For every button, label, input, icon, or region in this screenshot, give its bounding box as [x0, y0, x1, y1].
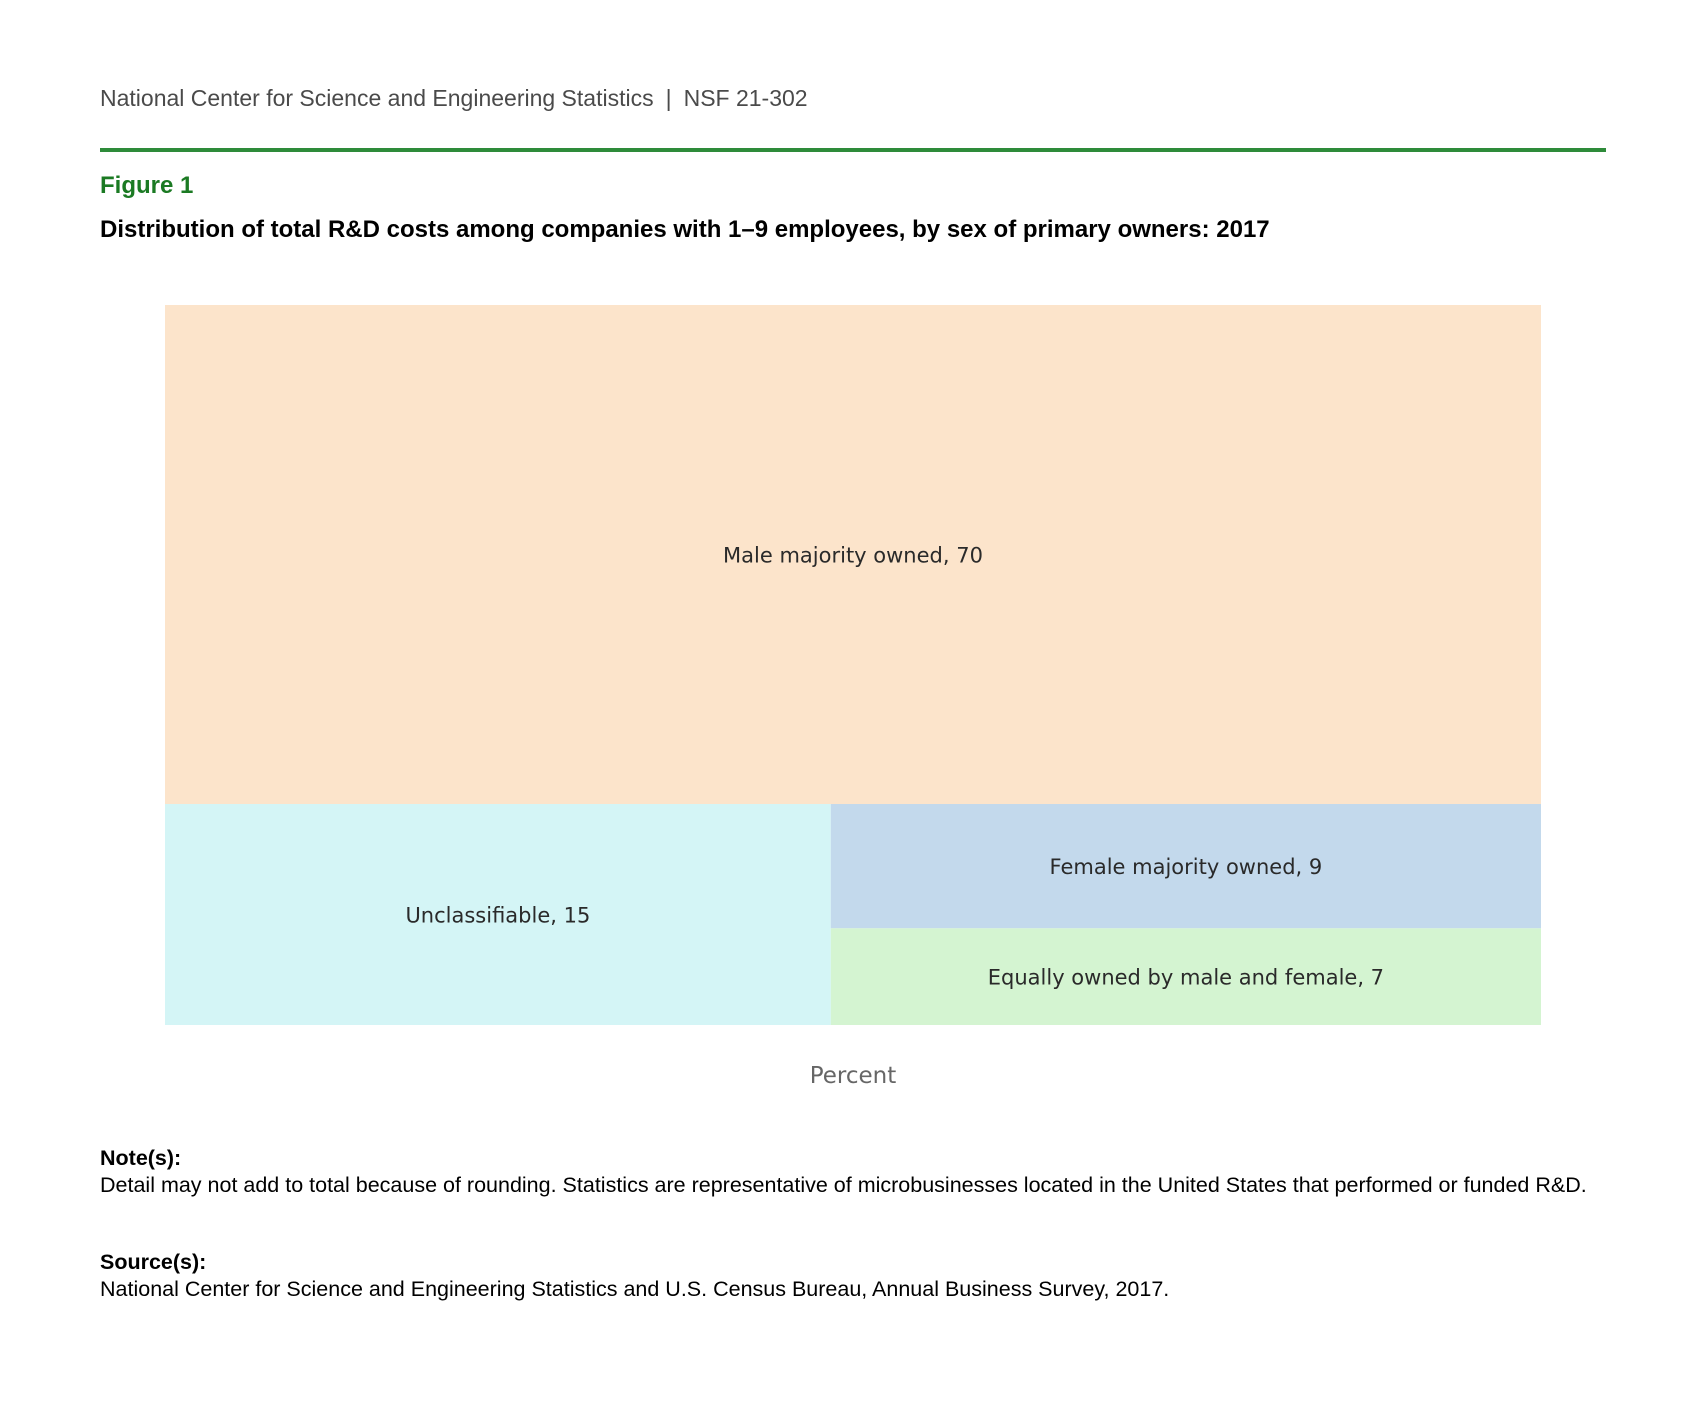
- tile-label-equally-owned-by-male-and-female: Equally owned by male and female, 7: [987, 965, 1385, 990]
- figure-title: Distribution of total R&D costs among companies with 1–9 employees, by sex of primary owners: 2017: [100, 216, 1270, 243]
- source-text: National Center for Science and Engineering Statistics and U.S. Census Bureau, Annual Business Survey, 2017.: [100, 1277, 1170, 1301]
- tile-label-female-majority-owned: Female majority owned, 9: [1049, 855, 1323, 880]
- header-org: National Center for Science and Engineering Statistics: [100, 85, 654, 111]
- source-block: [100, 1249, 1600, 1303]
- figure-label: Figure 1: [100, 172, 194, 199]
- value-axis-label: Percent: [809, 1063, 897, 1089]
- note-block: [100, 1145, 1600, 1199]
- header-separator: |: [665, 85, 672, 111]
- source-heading: Source(s):: [100, 1250, 207, 1274]
- note-text: Detail may not add to total because of rounding. Statistics are representative of microbusinesses located in the United States that performed or funded R&D.: [100, 1173, 1587, 1197]
- header-rule: [100, 148, 1606, 152]
- tile-label-unclassifiable: Unclassifiable, 15: [405, 903, 591, 928]
- header-report-id: NSF 21-302: [683, 85, 808, 111]
- tile-label-male-majority-owned: Male majority owned, 70: [723, 543, 983, 568]
- note-heading: Note(s):: [100, 1146, 182, 1170]
- report-header: [100, 85, 808, 112]
